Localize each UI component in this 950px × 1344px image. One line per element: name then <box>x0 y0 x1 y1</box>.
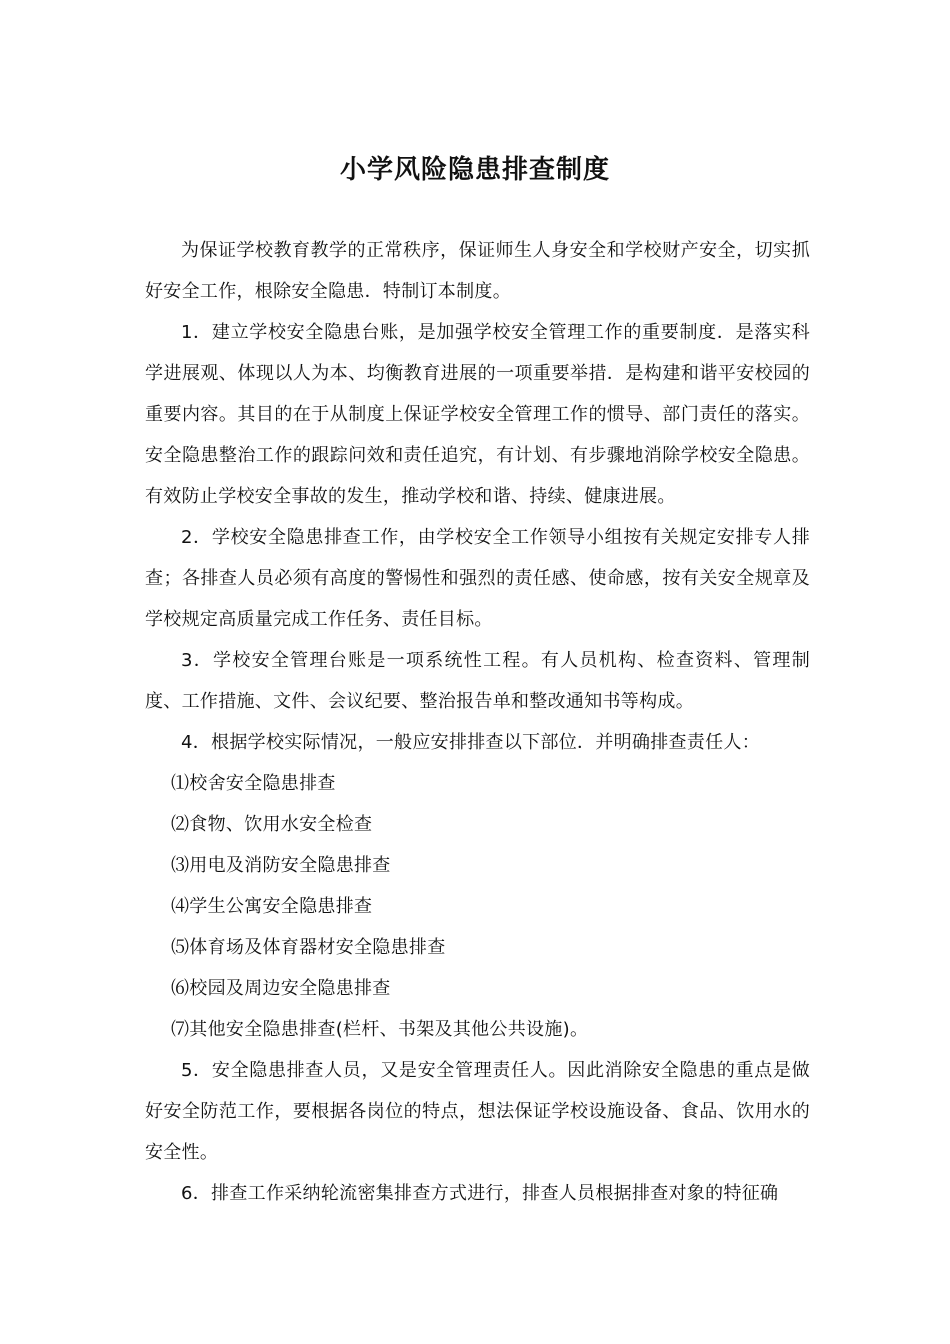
document-body <box>145 230 810 1214</box>
paragraph-5: 5．安全隐患排查人员，又是安全管理责任人。因此消除安全隐患的重点是做好安全防范工作，要根据各岗位的特点，想法保证学校设施设备、食品、饮用水的安全性。 <box>145 1060 810 1163</box>
paragraph-intro: 为保证学校教育教学的正常秩序，保证师生人身安全和学校财产安全，切实抓好安全工作，根除安全隐患．特制订本制度。 <box>145 240 810 302</box>
list-item: ⑴校舍安全隐患排查 <box>171 773 336 794</box>
list-item: ⑺其他安全隐患排查(栏杆、书架及其他公共设施)。 <box>171 1019 589 1040</box>
list-item: ⑸体育场及体育器材安全隐患排查 <box>171 937 446 958</box>
paragraph-4: 4．根据学校实际情况，一般应安排排查以下部位．并明确排查责任人： <box>181 732 761 753</box>
document-title: 小学风险隐患排查制度 <box>339 155 610 185</box>
list-item: ⑷学生公寓安全隐患排查 <box>171 896 373 917</box>
list-item: ⑹校园及周边安全隐患排查 <box>171 978 391 999</box>
paragraph-2: 2．学校安全隐患排查工作，由学校安全工作领导小组按有关规定安排专人排查；各排查人员必须有高度的警惕性和强烈的责任感、使命感，按有关安全规章及学校规定高质量完成工作任务、责任目标。 <box>145 527 810 630</box>
paragraph-6: 6．排查工作采纳轮流密集排查方式进行，排查人员根据排查对象的特征确 <box>181 1183 779 1204</box>
list-item: ⑶用电及消防安全隐患排查 <box>171 855 391 876</box>
paragraph-1: 1．建立学校安全隐患台账，是加强学校安全管理工作的重要制度．是落实科学进展观、体现以人为本、均衡教育进展的一项重要举措．是构建和谐平安校园的重要内容。其目的在于从制度上保证学校安全管理工作的惯导、部门责任的落实。安全隐患整治工作的跟踪问效和责任追究，有计划、有步骤地消除学校安全隐患。有效防止学校安全事故的发生，推动学校和谐、持续、健康进展。 <box>145 322 810 507</box>
list-item: ⑵食物、饮用水安全检查 <box>171 814 373 835</box>
paragraph-3: 3．学校安全管理台账是一项系统性工程。有人员机构、检查资料、管理制度、工作措施、文件、会议纪要、整治报告单和整改通知书等构成。 <box>145 650 810 712</box>
